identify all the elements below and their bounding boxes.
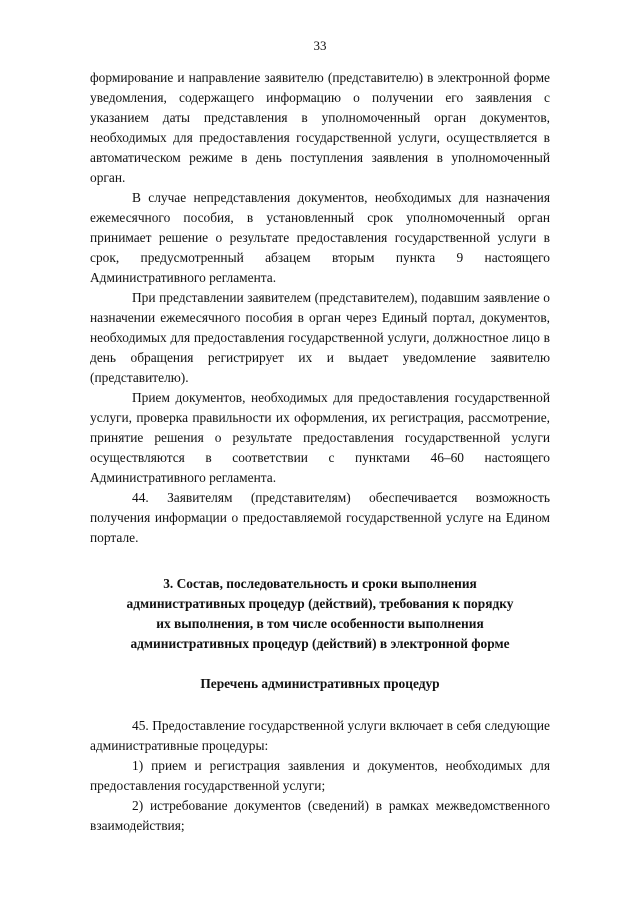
paragraph-documents-reception: Прием документов, необходимых для предоставления государственной услуги, проверка правильности их оформления, их регистрация, рассмотрение, принятие решения о результате предоставления государственной услуги осуществляются в соответствии с пунктами 46–60 настоящего Административного регламента. <box>90 390 550 485</box>
section-heading-line: административных процедур (действий) в электронной форме <box>130 636 510 651</box>
section-heading-line: административных процедур (действий), требования к порядку <box>126 596 514 611</box>
subheading-procedures-list: Перечень административных процедур <box>200 676 440 691</box>
paragraph-continuation: формирование и направление заявителю (представителю) в электронной форме уведомления, содержащего информацию о получении его заявления с указанием даты представления в уполномоченный орган документов, необходимых для предоставления государственной услуги, осуществляется в автоматическом режиме в день поступления заявления в уполномоченный орган. <box>90 70 550 185</box>
paragraph-single-portal: При представлении заявителем (представителем), подавшим заявление о назначении ежемесячного пособия в орган через Единый портал, документов, необходимых для предоставления государственной услуги, должностное лицо в день обращения регистрирует их и выдает уведомление заявителю (представителю). <box>90 290 550 385</box>
section-heading-line: 3. Состав, последовательность и сроки выполнения <box>163 576 477 591</box>
paragraph-item-45: 45. Предоставление государственной услуги включает в себя следующие административные процедуры: <box>90 718 550 753</box>
section-heading-line: их выполнения, в том числе особенности выполнения <box>156 616 484 631</box>
page-number: 33 <box>313 38 327 53</box>
paragraph-documents-missing: В случае непредставления документов, необходимых для назначения ежемесячного пособия, в установленный срок уполномоченный орган принимает решение о результате предоставления государственной услуги в срок, предусмотренный абзацем вторым пункта 9 настоящего Административного регламента. <box>90 190 550 285</box>
section-heading <box>90 574 550 654</box>
paragraph-item-44: 44. Заявителям (представителям) обеспечивается возможность получения информации о предоставляемой государственной услуге на Едином портале. <box>90 490 550 545</box>
list-item: 2) истребование документов (сведений) в рамках межведомственного взаимодействия; <box>90 798 550 833</box>
list-item: 1) прием и регистрация заявления и документов, необходимых для предоставления государственной услуги; <box>90 758 550 793</box>
document-body <box>90 68 550 836</box>
